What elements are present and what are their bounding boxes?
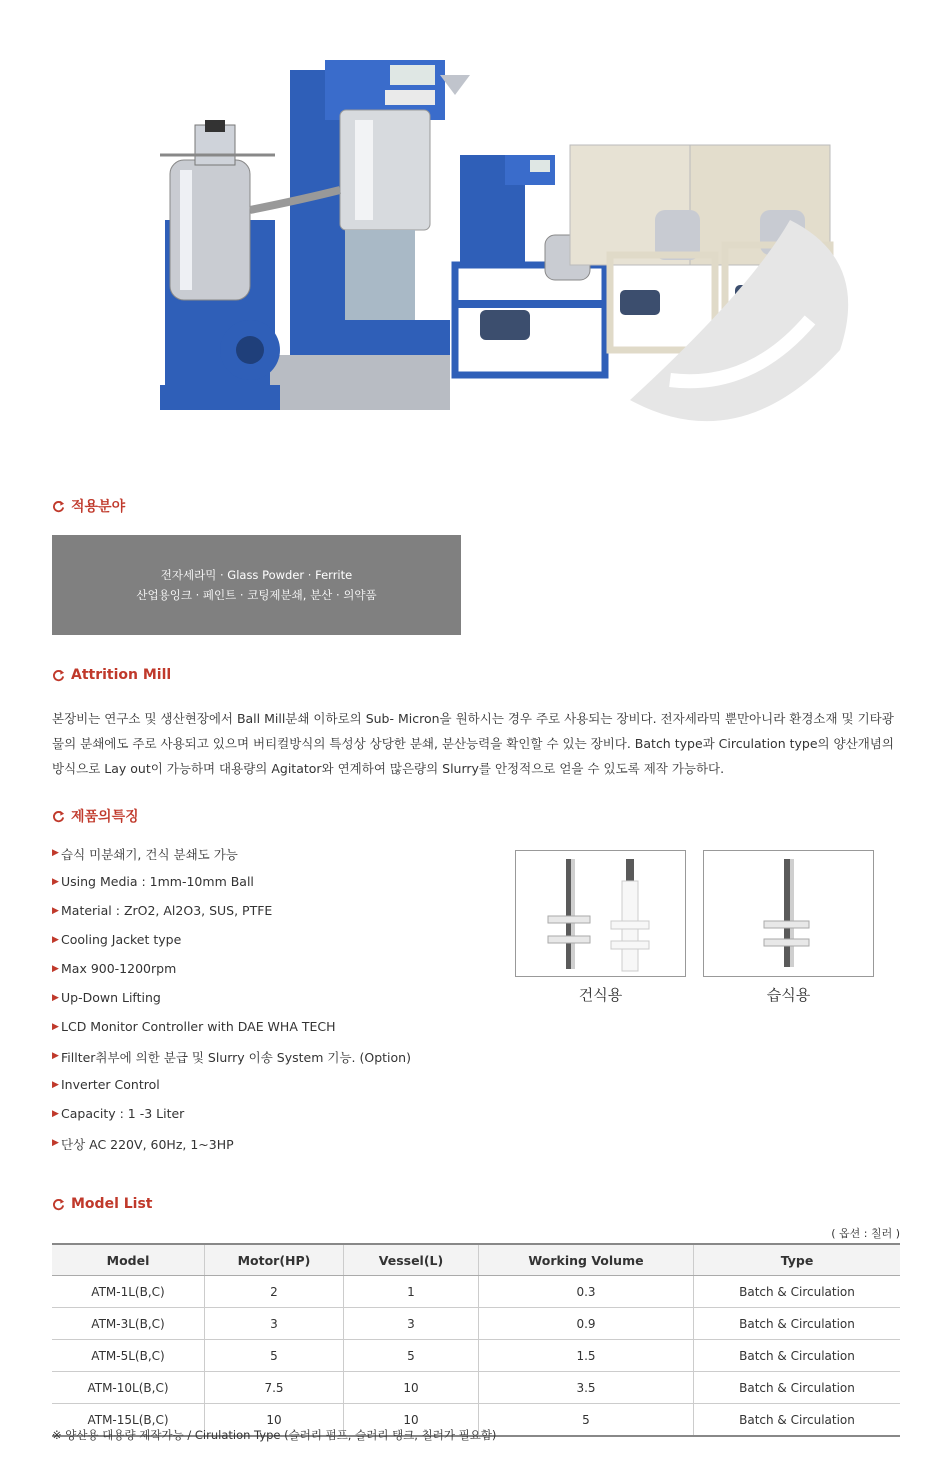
caret-right-icon: ▶ <box>52 1051 59 1061</box>
refresh-icon <box>52 1198 65 1211</box>
application-line-2: 산업용잉크 · 페인트 · 코팅제분쇄, 분산 · 의약품 <box>136 588 377 602</box>
caret-right-icon: ▶ <box>52 993 59 1003</box>
dry-agitator-caption: 건식용 <box>578 986 623 1004</box>
col-vessel-header: Vessel(L) <box>344 1244 479 1276</box>
cell-motor: 2 <box>205 1276 344 1308</box>
section-label: Model List <box>71 1196 153 1212</box>
caret-right-icon: ▶ <box>52 1022 59 1032</box>
brand-watermark <box>610 200 870 440</box>
feature-item: ▶ 습식 미분쇄기, 건식 분쇄도 가능 <box>52 847 238 862</box>
feature-item: ▶ Fillter취부에 의한 분급 및 Slurry 이송 System 기능. (Option) <box>52 1050 411 1065</box>
model-table <box>52 1243 900 1437</box>
cell-vessel: 5 <box>344 1340 479 1372</box>
caret-right-icon: ▶ <box>52 964 59 974</box>
wet-agitator-image <box>703 850 874 977</box>
section-label: 제품의특징 <box>71 809 139 825</box>
cell-volume: 1.5 <box>479 1340 694 1372</box>
cell-vessel: 3 <box>344 1308 479 1340</box>
option-note: ( 옵션 : 칠러 ) <box>831 1227 900 1240</box>
section-models-title <box>52 1196 152 1212</box>
section-attrition-title <box>52 667 171 683</box>
feature-item: ▶ 단상 AC 220V, 60Hz, 1~3HP <box>52 1137 234 1152</box>
application-line-1: 전자세라믹 · Glass Powder · Ferrite <box>160 568 353 582</box>
caret-right-icon: ▶ <box>52 1138 59 1148</box>
table-header-row <box>52 1244 900 1276</box>
feature-list <box>52 845 411 1164</box>
table-row <box>52 1340 900 1372</box>
caret-right-icon: ▶ <box>52 1109 59 1119</box>
cell-vessel: 10 <box>344 1372 479 1404</box>
cell-vessel: 10 <box>344 1404 479 1437</box>
feature-item: ▶ Material : ZrO2, Al2O3, SUS, PTFE <box>52 903 273 918</box>
refresh-icon <box>52 500 65 513</box>
feature-item: ▶ Using Media : 1mm-10mm Ball <box>52 874 254 889</box>
col-volume-header: Working Volume <box>479 1244 694 1276</box>
cell-type: Batch & Circulation <box>694 1404 901 1437</box>
caret-right-icon: ▶ <box>52 877 59 887</box>
col-type-header: Type <box>694 1244 901 1276</box>
cell-volume: 0.3 <box>479 1276 694 1308</box>
feature-item: ▶ LCD Monitor Controller with DAE WHA TECH <box>52 1019 336 1034</box>
caret-right-icon: ▶ <box>52 906 59 916</box>
caret-right-icon: ▶ <box>52 848 59 858</box>
cell-model: ATM-3L(B,C) <box>52 1308 205 1340</box>
cell-volume: 0.9 <box>479 1308 694 1340</box>
section-features-title <box>52 806 139 826</box>
cell-vessel: 1 <box>344 1276 479 1308</box>
feature-item: ▶ Capacity : 1 -3 Liter <box>52 1106 185 1121</box>
caret-right-icon: ▶ <box>52 1080 59 1090</box>
section-label: Attrition Mill <box>71 667 172 683</box>
cell-type: Batch & Circulation <box>694 1276 901 1308</box>
table-row <box>52 1372 900 1404</box>
footnote: ※ 양산용 대용량 제작가능 / Cirulation Type (슬러리 펌프, 슬러리 탱크, 칠러가 필요함) <box>52 1428 497 1442</box>
section-application-title <box>52 496 125 516</box>
caret-right-icon: ▶ <box>52 935 59 945</box>
description-paragraph: 본장비는 연구소 및 생산현장에서 Ball Mill분쇄 이하로의 Sub- Micron을 원하시는 경우 주로 사용되는 장비다. 전자세라믹 뿐만아니라 환경소재 및 기타광물의 분쇄에도 주로 사용되고 있으며 버티컬방식의 특성상 상당한 분쇄, 분산능력을 확인할 수 있는 장비다. Batch type과 Circulation type의 양산개념의 방식으로 Lay out이 가능하며 대용량의 Agitator와 연계하여 많은량의 Slurry를 안정적으로 얻을 수 있도록 제작 가능하다. <box>52 711 894 776</box>
feature-item: ▶ Cooling Jacket type <box>52 932 182 947</box>
cell-motor: 10 <box>205 1404 344 1437</box>
application-box <box>52 535 461 635</box>
feature-item: ▶ Inverter Control <box>52 1077 160 1092</box>
feature-item: ▶ Up-Down Lifting <box>52 990 161 1005</box>
cell-motor: 7.5 <box>205 1372 344 1404</box>
table-row <box>52 1276 900 1308</box>
cell-type: Batch & Circulation <box>694 1372 901 1404</box>
wet-agitator-caption: 습식용 <box>766 986 811 1004</box>
cell-model: ATM-1L(B,C) <box>52 1276 205 1308</box>
cell-motor: 5 <box>205 1340 344 1372</box>
cell-motor: 3 <box>205 1308 344 1340</box>
cell-model: ATM-10L(B,C) <box>52 1372 205 1404</box>
cell-model: ATM-15L(B,C) <box>52 1404 205 1437</box>
refresh-icon <box>52 669 65 682</box>
col-model-header: Model <box>52 1244 205 1276</box>
table-row <box>52 1308 900 1340</box>
dry-agitator-image <box>515 850 686 977</box>
feature-item: ▶ Max 900-1200rpm <box>52 961 177 976</box>
section-label: 적용분야 <box>71 499 126 515</box>
cell-type: Batch & Circulation <box>694 1308 901 1340</box>
cell-model: ATM-5L(B,C) <box>52 1340 205 1372</box>
cell-type: Batch & Circulation <box>694 1340 901 1372</box>
refresh-icon <box>52 810 65 823</box>
cell-volume: 3.5 <box>479 1372 694 1404</box>
col-motor-header: Motor(HP) <box>205 1244 344 1276</box>
cell-volume: 5 <box>479 1404 694 1437</box>
